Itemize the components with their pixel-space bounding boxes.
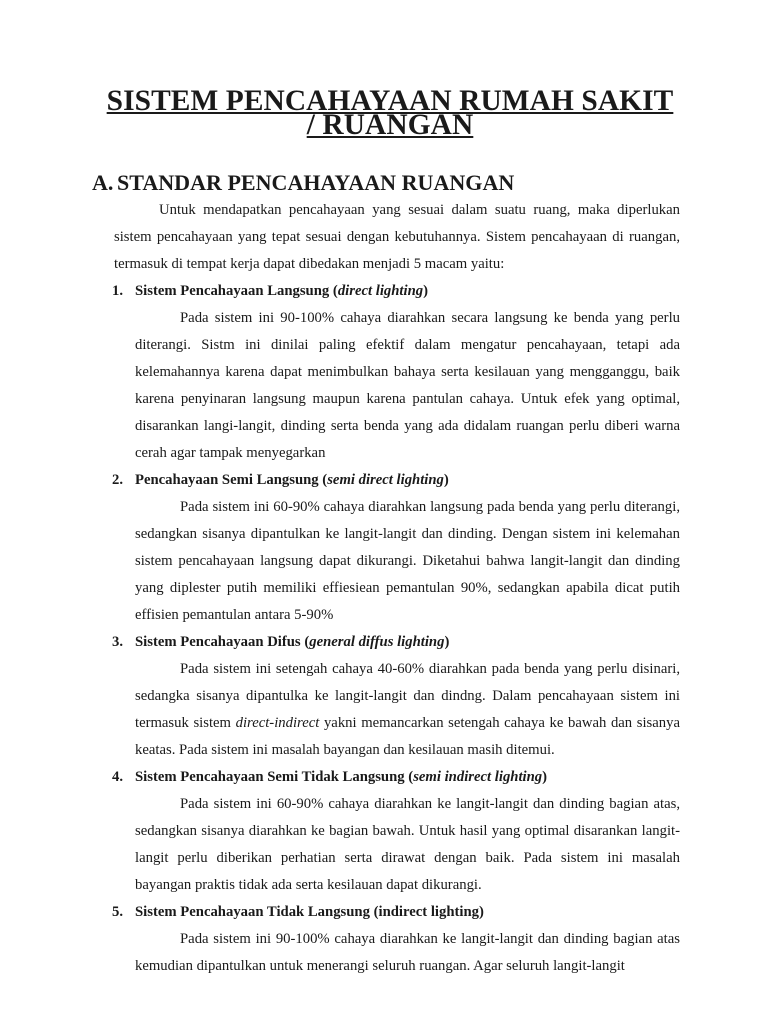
item-number: 2. — [112, 472, 124, 488]
list-item — [92, 764, 680, 899]
item-body: Pada sistem ini 60-90% cahaya diarahkan langsung pada benda yang perlu diterangi, sedangkan sisanya dipantulkan ke langit-langit dan dinding. Dengan sistem ini kelemahan sistem pencahayaan langsung dapat dikurangi. Diketahui bahwa langit-langit dan dinding yang diplester putih memiliki effiesiean pemantulan 90%, sedangkan apabila dicat putih effisien pemantulan antara 5-90% — [135, 499, 680, 623]
item-title-end: ) — [423, 283, 428, 299]
document-title: SISTEM PENCAHAYAAN RUMAH SAKIT / RUANGAN — [106, 85, 674, 141]
item-body — [92, 656, 680, 764]
item-body-text-end: yakni memancarkan setengah cahaya ke bawah dan sisanya keatas. Pada sistem ini masalah bayangan dan kesilauan masih ditemui. — [135, 715, 680, 758]
item-title-italic: general diffus lighting — [309, 634, 445, 650]
section-number: A. — [92, 170, 114, 195]
item-number: 3. — [112, 634, 124, 650]
item-title: Pencahayaan Semi Langsung ( — [135, 472, 328, 488]
item-title-italic: direct lighting — [337, 283, 424, 299]
list-item — [92, 629, 680, 764]
item-title: Sistem Pencahayaan Semi Tidak Langsung ( — [135, 769, 414, 785]
item-title-italic: semi indirect lighting — [413, 769, 543, 785]
item-body: Pada sistem ini 90-100% cahaya diarahkan secara langsung ke benda yang perlu diterangi. Sistm ini dinilai paling efektif dalam mengatur pencahayaan, tetapi ada kelemahannya karena dapat menimbulkan bahaya serta kesilauan yang mengganggu, baik karena penyinaran langsung maupun karena pantulan cahaya. Untuk efek yang optimal, disarankan langi-langit, dinding serta benda yang ada didalam ruangan perlu diberi warna cerah agar tampak menyegarkan — [135, 310, 680, 461]
item-heading — [92, 278, 680, 305]
item-heading — [92, 467, 680, 494]
item-heading — [92, 764, 680, 791]
item-heading — [92, 899, 680, 926]
item-body: Pada sistem ini 60-90% cahaya diarahkan ke langit-langit dan dinding bagian atas, sedangkan sisanya diarahkan ke bagian bawah. Untuk hasil yang optimal disarankan langit-langit perlu diberikan perhatian serta dirawat dengan baik. Pada sistem ini masalah bayangan praktis tidak ada serta kesilauan dapat dikurangi. — [135, 796, 680, 893]
item-number: 5. — [112, 904, 124, 920]
item-title: Sistem Pencahayaan Langsung ( — [135, 283, 338, 299]
item-title-end: ) — [542, 769, 548, 785]
item-title: Sistem Pencahayaan Tidak Langsung (indirect lighting) — [135, 904, 484, 920]
item-title-end: ) — [443, 472, 449, 488]
item-number: 1. — [112, 283, 124, 299]
section-title: STANDAR PENCAHAYAAN RUANGAN — [117, 170, 515, 195]
list-item — [92, 899, 680, 980]
item-body-text: Pada sistem ini setengah cahaya 40-60% diarahkan pada benda yang perlu disinari, sedangka sisanya dipantulka ke langit-langit dan dindng. Dalam pencahayaan sistem ini termasuk sistem — [135, 661, 680, 731]
section-intro: Untuk mendapatkan pencahayaan yang sesuai dalam suatu ruang, maka diperlukan sistem pencahayaan yang tepat sesuai dengan kebutuhannya. Sistem pencahayaan di ruangan, termasuk di tempat kerja dapat dibedakan menjadi 5 macam yaitu: — [114, 202, 680, 272]
item-body: Pada sistem ini 90-100% cahaya diarahkan ke langit-langit dan dinding bagian atas kemudian dipantulkan untuk menerangi seluruh ruangan. Agar seluruh langit-langit — [135, 931, 680, 974]
list-item — [92, 467, 680, 629]
item-title-italic: semi direct lighting — [327, 472, 444, 488]
item-title-end: ) — [444, 634, 450, 650]
item-body-italic: direct-indirect — [235, 715, 320, 731]
section-heading — [92, 171, 680, 195]
list-item — [92, 278, 680, 467]
item-number: 4. — [112, 769, 124, 785]
item-heading — [92, 629, 680, 656]
item-title: Sistem Pencahayaan Difus ( — [135, 634, 310, 650]
